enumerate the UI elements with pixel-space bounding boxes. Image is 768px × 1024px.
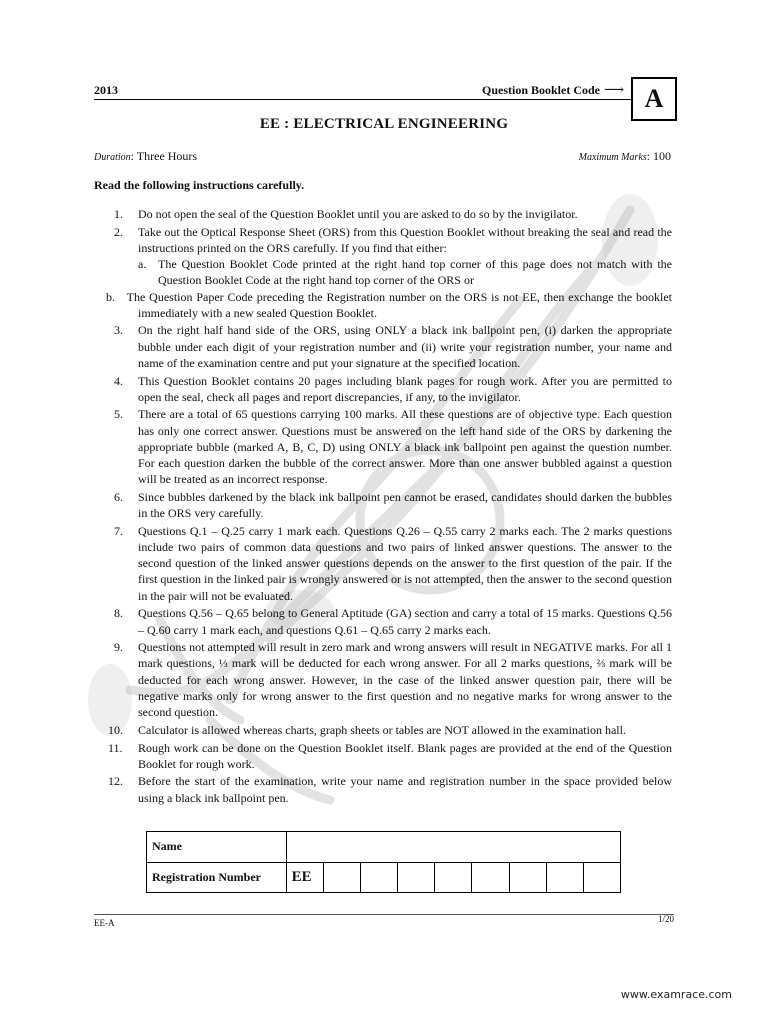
item-number: 8.: [114, 606, 123, 621]
maximum-marks: [579, 149, 671, 164]
registration-digit-box[interactable]: [360, 862, 397, 893]
item-number: 12.: [108, 774, 123, 789]
instruction-item: [94, 224, 672, 321]
exam-year: 2013: [94, 83, 118, 97]
instruction-item: [94, 489, 672, 521]
item-number: 7.: [114, 523, 123, 538]
arrow-right-icon: ⟶: [604, 83, 625, 98]
duration-label: Duration: [94, 152, 131, 163]
maxmarks-value: : 100: [646, 149, 671, 163]
item-number: 4.: [114, 373, 123, 388]
item-text: Questions not attempted will result in zero mark and wrong answers will result in NEGATIVE marks. For all 1 mark questions, ⅓ mark will be deducted for each wrong answer. For all 2 marks questions, ⅔ mark will be deducted for each wrong answer. However, in the case of the linked answer question pair, there will be negative marks only for wrong answer to the first question and no negative marks for wrong answer to the second question.: [138, 640, 672, 720]
booklet-code-label: Question Booklet Code: [482, 83, 601, 97]
registration-digit-box[interactable]: [472, 862, 509, 893]
registration-digit-box[interactable]: [546, 862, 583, 893]
item-text: Do not open the seal of the Question Booklet until you are asked to do so by the invigilator.: [138, 207, 578, 221]
instruction-item: [94, 406, 672, 487]
instructions-heading: Read the following instructions carefully.: [94, 178, 305, 192]
registration-digit-box[interactable]: [323, 862, 360, 893]
sub-letter: b.: [106, 289, 127, 304]
instruction-item: [94, 740, 672, 772]
sub-item-b: [94, 289, 672, 321]
registration-digit-box[interactable]: [435, 862, 472, 893]
registration-digit-box[interactable]: [583, 862, 620, 893]
website-link[interactable]: www.examrace.com: [620, 988, 732, 1001]
item-number: 11.: [108, 740, 123, 755]
registration-number-label: Registration Number: [147, 862, 287, 893]
instruction-item: [94, 523, 672, 604]
maxmarks-label: Maximum Marks: [578, 152, 647, 163]
instruction-item: [94, 322, 672, 371]
instruction-item: [94, 773, 672, 805]
item-number: 1.: [114, 207, 123, 221]
item-text: On the right half hand side of the ORS, using ONLY a black ink ballpoint pen, (i) darken the appropriate bubble under each digit of your registration number and (ii) write your registration number, your name and name of the examination centre and put your signature at the specified location.: [138, 323, 672, 370]
page-title: EE : ELECTRICAL ENGINEERING: [259, 116, 509, 132]
instruction-item: [94, 373, 672, 405]
instruction-item: [94, 605, 672, 637]
item-text: Take out the Optical Response Sheet (ORS) from this Question Booklet without breaking the seal and read the instructions printed on the ORS carefully. If you find that either:: [138, 224, 672, 255]
item-text: Before the start of the examination, write your name and registration number in the space provided below using a black ink ballpoint pen.: [138, 774, 672, 805]
name-row: [147, 832, 621, 863]
duration: [94, 149, 197, 164]
item-number: 9.: [114, 640, 123, 655]
footer-paper-code: EE-A: [94, 918, 115, 928]
item-number: 2.: [114, 224, 123, 239]
item-number: 5.: [114, 407, 123, 422]
booklet-code-box: [631, 77, 677, 121]
duration-value: : Three Hours: [130, 149, 198, 163]
footer-rule: [94, 914, 674, 915]
sub-item-a: [138, 256, 672, 288]
item-text: Rough work can be done on the Question Booklet itself. Blank pages are provided at the end of the Question Booklet for rough work.: [138, 740, 672, 771]
sub-item-text: The Question Paper Code preceding the Registration number on the ORS is not EE, then exchange the booklet immediately with a new sealed Question Booklet.: [126, 289, 673, 320]
registration-digit-box[interactable]: [398, 862, 435, 893]
registration-prefix: EE: [286, 862, 323, 893]
item-text: This Question Booklet contains 20 pages including blank pages for rough work. After you are permitted to open the seal, check all pages and report discrepancies, if any, to the invigilator.: [138, 373, 672, 404]
item-text: Calculator is allowed whereas charts, graph sheets or tables are NOT allowed in the examination hall.: [138, 722, 626, 737]
item-text: Questions Q.56 – Q.65 belong to General Aptitude (GA) section and carry a total of 15 marks. Questions Q.56 – Q.60 carry 1 mark each, and questions Q.61 – Q.65 carry 2 marks each.: [138, 606, 672, 637]
header-rule: [94, 99, 631, 100]
sub-letter: a.: [138, 257, 147, 272]
instruction-item: [94, 722, 672, 738]
item-number: 3.: [114, 323, 123, 338]
candidate-details-table: [146, 831, 621, 893]
registration-row: [147, 862, 621, 893]
item-number: 10.: [108, 722, 123, 737]
footer-page-number: 1/20: [657, 914, 674, 924]
booklet-code-value: A: [644, 84, 664, 113]
name-field[interactable]: [286, 832, 620, 863]
name-label: Name: [147, 832, 287, 863]
instructions-list: [94, 206, 672, 807]
item-number: 6.: [114, 489, 123, 504]
registration-digit-box[interactable]: [509, 862, 546, 893]
item-text: Since bubbles darkened by the black ink ballpoint pen cannot be erased, candidates should darken the bubbles in the ORS very carefully.: [138, 489, 672, 521]
item-text: There are a total of 65 questions carrying 100 marks. All these questions are of objective type. Each question has only one correct answer. Questions must be answered on the left hand side of the ORS by darkening the appropriate bubble (marked A, B, C, D) using ONLY a black ink ballpoint pen against the question number. For each question darken the bubble of the correct answer. More than one answer bubbled against a question will be treated as an incorrect response.: [138, 407, 672, 487]
item-text: Questions Q.1 – Q.25 carry 1 mark each. Questions Q.26 – Q.55 carry 2 marks each. The 2 marks questions include two pairs of common data questions and two pairs of linked answer questions. The answer to the second question of the linked answer questions depends on the answer to the first question of the pair. If the first question in the linked pair is wrongly answered or is not attempted, then the answer to the second question in the pair will not be evaluated.: [138, 523, 672, 603]
instruction-item: [94, 639, 672, 720]
sub-item-text: The Question Booklet Code printed at the right hand top corner of this page does not match with the Question Booklet Code at the right hand top corner of the ORS or: [158, 257, 672, 288]
instruction-item: [94, 206, 672, 222]
